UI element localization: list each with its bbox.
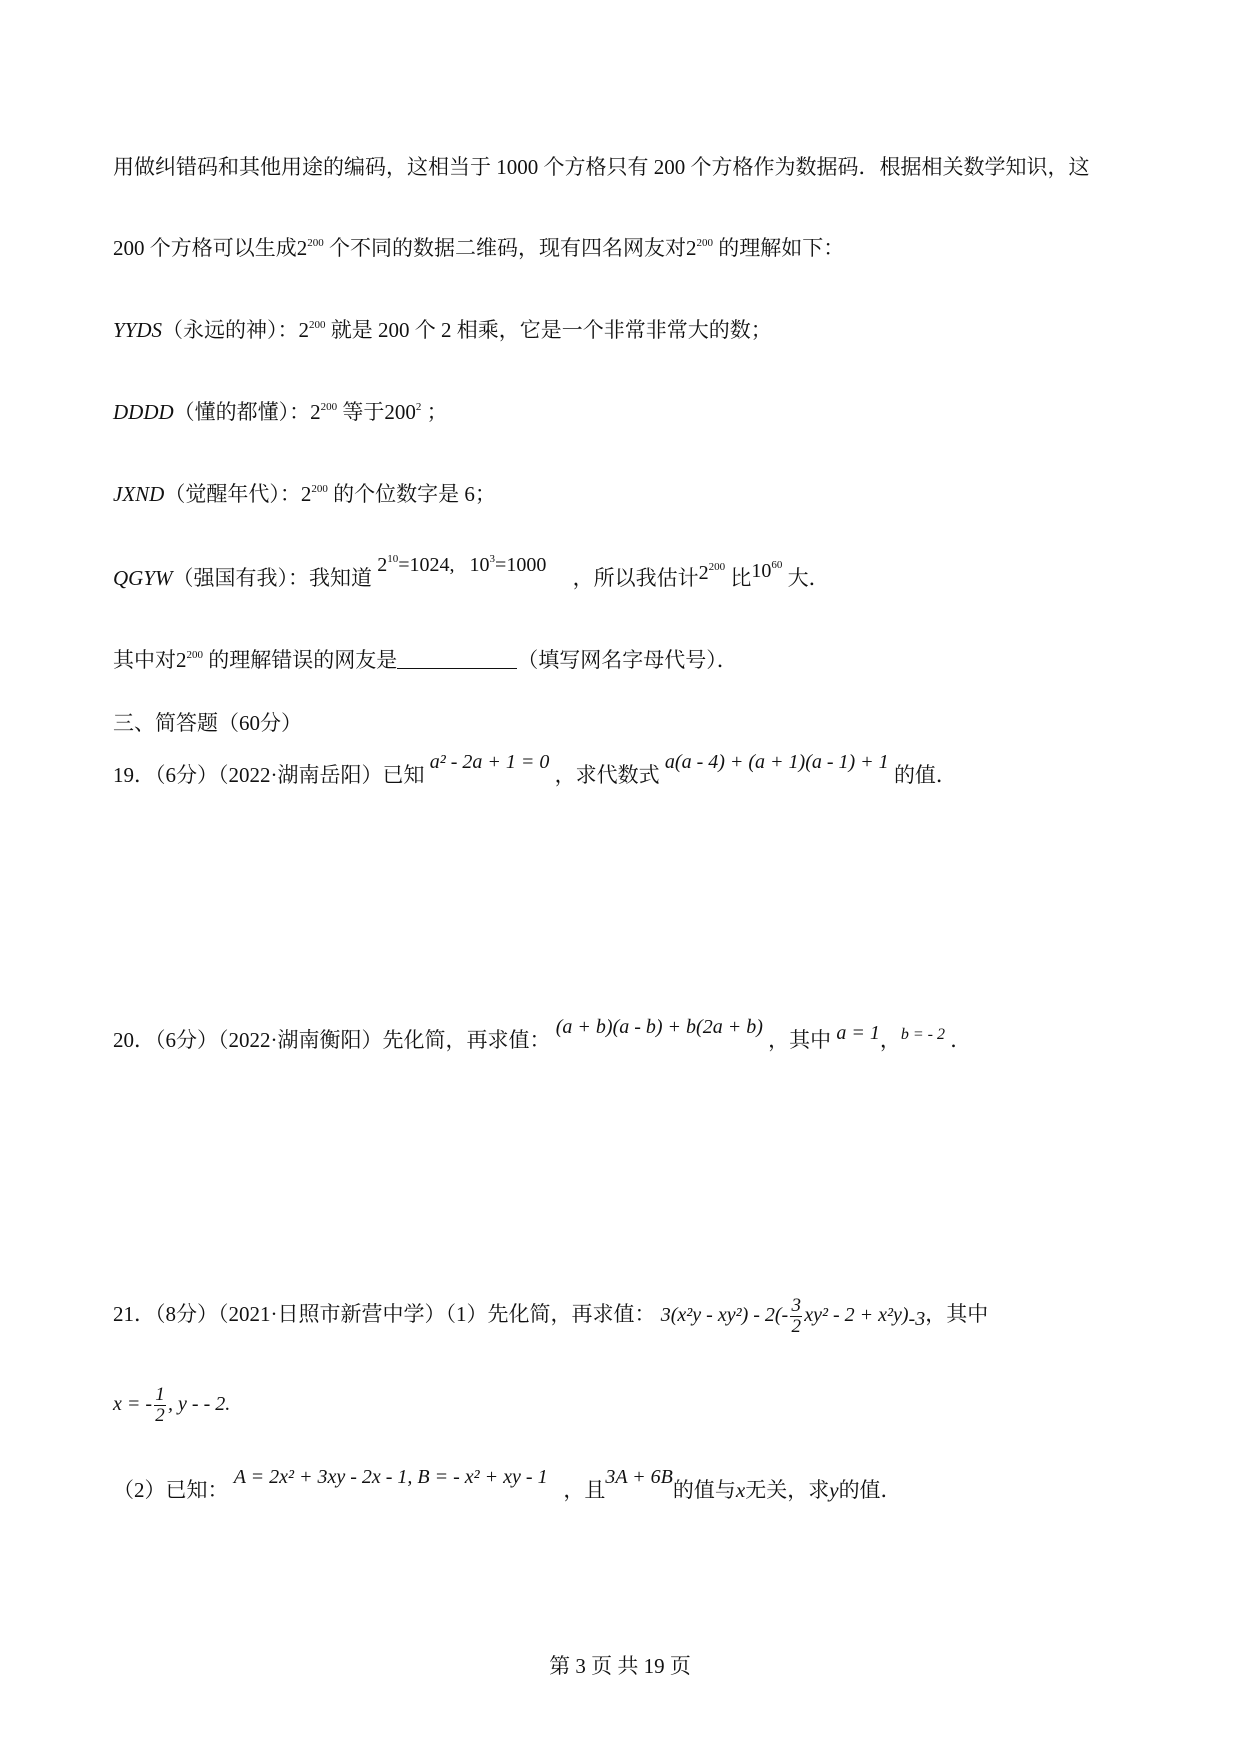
intro-line-2 bbox=[113, 238, 844, 259]
power-200-2: $200^2$ bbox=[384, 400, 422, 424]
q21-part2-mid: ，且 bbox=[563, 1478, 606, 1502]
opinion-yyds bbox=[113, 320, 772, 341]
netizen-nick: （懂的都懂）： bbox=[173, 400, 311, 424]
opinion-dddd bbox=[113, 402, 448, 423]
opinion-text: 我知道 bbox=[309, 566, 373, 590]
power-2-200: $2^{200}$ bbox=[698, 561, 726, 584]
opinion-text: 的个位数字是 6； bbox=[333, 482, 496, 506]
q21-part2-suffix-a: 的值与 bbox=[672, 1478, 736, 1502]
opinion-text-c: 比 bbox=[730, 566, 752, 590]
opinion-jxnd bbox=[113, 484, 496, 505]
q21-part2-expression: A = 2x² + 3xy - 2x - 1, B = - x² + xy - 1 bbox=[233, 1466, 548, 1488]
netizen-name: JXND bbox=[113, 482, 165, 506]
q19-condition: a² - 2a + 1 = 0 bbox=[429, 751, 550, 773]
fill-blank-question bbox=[113, 648, 738, 671]
q20-sep: ， bbox=[879, 1028, 901, 1052]
netizen-name: DDDD bbox=[113, 400, 174, 424]
intro-text-b: 个不同的数据二维码，现有四名网友对 bbox=[329, 236, 686, 260]
q20-a-value: a = 1 bbox=[836, 1022, 880, 1044]
question-19 bbox=[113, 751, 957, 787]
q19-prefix: 19．（6分）（2022·湖南岳阳）已知 bbox=[113, 763, 425, 787]
question-text-c: （填写网名字母代号）． bbox=[517, 648, 738, 672]
power-2-200: $2^{200}$ bbox=[310, 400, 338, 424]
opinion-qgyw bbox=[113, 553, 830, 590]
question-text-a: 其中对 bbox=[113, 648, 176, 672]
netizen-nick: （强国有我）： bbox=[172, 566, 310, 590]
opinion-text-end: ； bbox=[426, 400, 448, 424]
question-21-part2 bbox=[113, 1466, 902, 1502]
q20-expression: (a + b)(a - b) + b(2a + b) bbox=[555, 1016, 763, 1038]
q21-var-y: y bbox=[829, 1478, 839, 1502]
q20-mid: ，其中 bbox=[768, 1028, 832, 1052]
q21-prefix: 21．（8分）（2021·日照市新营中学）（1）先化简，再求值： bbox=[113, 1302, 656, 1327]
intro-text-a: 200 个方格可以生成 bbox=[113, 236, 297, 260]
q21-suffix: ，其中 bbox=[925, 1302, 989, 1327]
q19-mid: ，求代数式 bbox=[554, 763, 660, 787]
q21-part2-suffix-b: 无关，求 bbox=[745, 1478, 830, 1502]
question-21-part1 bbox=[113, 1296, 988, 1337]
math-formula-powers: $2^{10}=1024$, $10^3=1000$ bbox=[377, 553, 547, 576]
question-text-b: 的理解错误的网友是 bbox=[208, 648, 398, 672]
netizen-name: QGYW bbox=[113, 566, 173, 590]
question-20 bbox=[113, 1016, 972, 1052]
opinion-text-b: ，所以我估计 bbox=[572, 566, 699, 590]
power-2-200: $2^{200}$ bbox=[176, 648, 203, 672]
netizen-nick: （觉醒年代）： bbox=[164, 482, 301, 506]
q21-x-y-values: x = - $\frac{1}{2}$ , y - - 2. bbox=[113, 1384, 231, 1426]
opinion-text: 等于 bbox=[342, 400, 385, 424]
q21-expression: 3(x²y - xy²) - 2(- $\frac{3}{2}$ xy² - 2 + x²y)-3 bbox=[660, 1295, 926, 1337]
power-2-200: $2^{200}$ bbox=[298, 318, 326, 342]
q20-suffix: ． bbox=[950, 1028, 972, 1052]
power-10-60: $10^{60}$ bbox=[751, 559, 783, 582]
q19-suffix: 的值． bbox=[893, 763, 957, 787]
page-footer: 第 3 页 共 19 页 bbox=[549, 1654, 691, 1678]
netizen-name: YYDS bbox=[113, 318, 163, 342]
q21-var-x: x bbox=[735, 1478, 746, 1502]
answer-blank[interactable] bbox=[397, 648, 517, 669]
opinion-text-d: 大． bbox=[787, 566, 830, 590]
q21-part2-expression2: 3A + 6B bbox=[605, 1466, 673, 1488]
intro-line-1: 用做纠错码和其他用途的编码，这相当于 1000 个方格只有 200 个方格作为数据码．根据相关数学知识，这 bbox=[113, 155, 1090, 179]
q21-part2-suffix-c: 的值． bbox=[838, 1478, 902, 1502]
power-2-200: $2^{200}$ bbox=[300, 482, 328, 506]
q20-prefix: 20．（6分）（2022·湖南衡阳）先化简，再求值： bbox=[113, 1028, 551, 1052]
q19-expression: a(a - 4) + (a + 1)(a - 1) + 1 bbox=[664, 751, 889, 773]
question-21-values bbox=[113, 1385, 230, 1426]
power-2-200: $2^{200}$ bbox=[296, 236, 324, 260]
section-title: 三、简答题（60分） bbox=[113, 711, 302, 735]
netizen-nick: （永远的神）： bbox=[162, 318, 299, 342]
q21-part2-prefix: （2）已知： bbox=[113, 1478, 229, 1502]
q20-b-value: b = - 2 bbox=[900, 1026, 945, 1043]
intro-text-c: 的理解如下： bbox=[718, 236, 845, 260]
power-2-200: $2^{200}$ bbox=[686, 236, 713, 260]
opinion-text: 就是 200 个 2 相乘，它是一个非常非常大的数； bbox=[330, 318, 772, 342]
